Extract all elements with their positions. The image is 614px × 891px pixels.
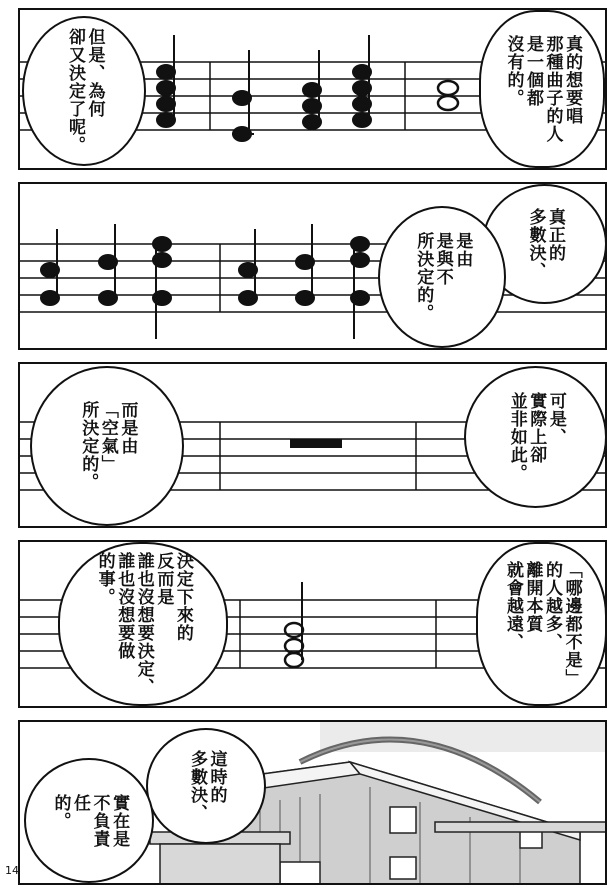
panel-5 bbox=[18, 720, 607, 885]
panel-4 bbox=[18, 540, 607, 708]
bubble-text: 而是由 「空氣」 所決定的。 bbox=[78, 401, 138, 491]
bubble-text: 真的想要唱 那種曲子的人 是一個都 沒有的。 bbox=[503, 35, 583, 143]
bubble-text: 是由 是與不 所決定的。 bbox=[413, 232, 473, 322]
bubble-text: 「哪邊都不是」 的人越多、 離開本質 就會越遠、 bbox=[502, 561, 582, 687]
bubble-text: 但是、為何 卻又決定了呢。 bbox=[65, 28, 105, 154]
speech-bubble-4a bbox=[476, 542, 607, 706]
bubble-text: 決定下來的 反而是 誰也沒想要決定、 誰也沒想要做 的事。 bbox=[94, 552, 193, 696]
speech-bubble-5b bbox=[24, 758, 154, 883]
panel-1 bbox=[18, 8, 607, 170]
speech-bubble-4b bbox=[58, 542, 228, 706]
speech-bubble-5a bbox=[146, 728, 266, 844]
bubble-text: 可是、 實際上卻 並非如此。 bbox=[506, 392, 566, 482]
speech-bubble-3a bbox=[464, 366, 607, 508]
panel-3 bbox=[18, 362, 607, 528]
whole-rest-icon bbox=[290, 439, 342, 448]
page-number: 14 bbox=[5, 864, 19, 877]
speech-bubble-2b bbox=[378, 206, 506, 348]
bubble-text: 這時的 多數決、 bbox=[187, 750, 227, 822]
speech-bubble-1b bbox=[22, 16, 146, 166]
speech-bubble-3b bbox=[30, 366, 184, 526]
panel-2 bbox=[18, 182, 607, 350]
bubble-text: 實在是 不負責 任 的。 bbox=[50, 793, 130, 848]
bubble-text: 真正的 多數決、 bbox=[525, 208, 566, 280]
speech-bubble-1a bbox=[479, 10, 605, 168]
